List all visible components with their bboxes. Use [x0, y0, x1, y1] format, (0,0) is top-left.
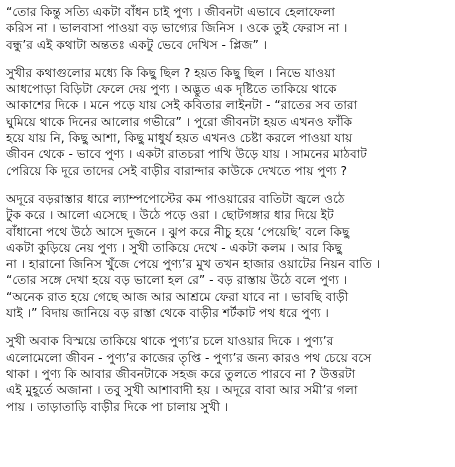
text-line: “তোর সঙ্গে দেখা হয়ে বড় ভালো হল রে” - বড় রাস্তায় উঠে বলে পুণ্য ।	[6, 273, 348, 288]
text-line: আকাশের দিকে । মনে পড়ে যায় সেই কবিতার লাইনটা - “রাতের সব তারা	[6, 98, 358, 113]
text-line: হয়ে যায় নি, কিছু আশা, কিছু মাধুর্য হয়ত এখনও চেষ্টা করলে পাওয়া যায়	[6, 131, 353, 146]
text-line: পায় । তাড়াতাড়ি বাড়ীর দিকে পা চালায় সুখী ।	[6, 399, 229, 414]
paragraph-2	[6, 65, 451, 179]
text-line: পেরিয়ে কি দূরে তাদের সেই বাড়ীর বারান্দার কাউকে দেখতে পায় পুণ্য ?	[6, 163, 347, 178]
text-line: সুখীর কথাগুলোর মধ্যে কি কিছু ছিল ? হয়ত কিছু ছিল । নিভে যাওয়া	[6, 65, 335, 80]
paragraph-3	[6, 191, 451, 321]
text-line: বন্ধু’র এই কথাটা অন্ততঃ একটু ভেবে দেখিস - প্লিজ” ।	[6, 37, 268, 52]
text-line: এলোমেলো জীবন - পুণ্য’র কাজের তৃপ্তি - পুণ্য’র জন্য কারও পথ চেয়ে বসে	[6, 350, 372, 365]
text-line: আধপোড়া বিড়িটা ফেলে দেয় পুণ্য । অদ্ভুত এক দৃষ্টিতে তাকিয়ে থাকে	[6, 82, 337, 97]
text-line: না । হারানো জিনিস খুঁজে পেয়ে পুণ্য’র মুখ তখন হাজার ওয়াটের নিয়ন বাতি ।	[6, 257, 381, 272]
text-line: বাঁধানো পথে উঠে আসে দুজনে । ঝুপ করে নীচু হয়ে ‘পেয়েছি’ বলে কিছু	[6, 224, 350, 239]
text-line: করিস না । ভালবাসা পাওয়া বড় ভাগ্যের জিনিস । ওকে তুই ফেরাস না ।	[6, 21, 348, 36]
text-line: “তোর কিন্তু সত্যি একটা বাঁধন চাই পুণ্য । জীবনটা এভাবে হেলাফেলা	[6, 5, 335, 19]
paragraph-4	[6, 333, 451, 414]
text-line: সুখী অবাক বিস্ময়ে তাকিয়ে থাকে পুণ্য’র চলে যাওয়ার দিকে । পুণ্য’র	[6, 334, 334, 349]
text-line: এই মুহূর্তে অজানা । তবু সুখী আশাবাদী হয় । অদূরে বাবা আর সমী’র গলা	[6, 383, 358, 398]
paragraph-1	[6, 4, 451, 53]
text-line: ঘুমিয়ে থাকে দিনের আলোর গভীরে” । পুরো জীবনটা হয়ত এখনও ফাঁকি	[6, 114, 353, 129]
text-line: একটা কুড়িয়ে নেয় পুণ্য । সুখী তাকিয়ে দেখে - একটা কলম । আর কিছু	[6, 240, 343, 255]
text-line: টুক করে । আলো এসেছে । উঠে পড়ে ওরা । ছোটগঙ্গার ধার দিয়ে ইট	[6, 208, 334, 223]
text-line: যাই ।” বিদায় জানিয়ে বড় রাস্তা থেকে বাড়ীর শর্টকাট পথ ধরে পুণ্য ।	[6, 306, 329, 321]
text-line: অদূরে বড়রাস্তার ধারে ল্যাম্পপোস্টের কম পাওয়ারের বাতিটা জ্বলে ওঠে	[6, 191, 345, 206]
text-line: থাকা । পুণ্য কি আবার জীবনটাকে সহজ করে তুলতে পারবে না ? উত্তরটা	[6, 366, 356, 381]
text-line: “অনেক রাত হয়ে গেছে আজ আর আশ্রমে ফেরা যাবে না । ভাবছি বাড়ী	[6, 289, 349, 304]
text-line: জীবন থেকে - ভাবে পুণ্য । একটা রাতচরা পাখি উড়ে যায় । সামনের মাঠবাট	[6, 147, 367, 162]
